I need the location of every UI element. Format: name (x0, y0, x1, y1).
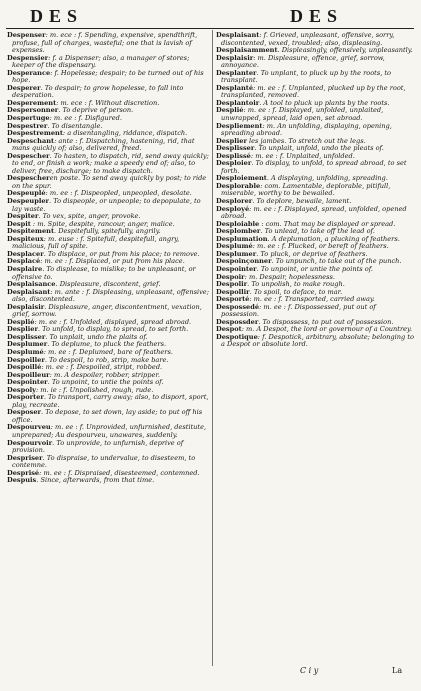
dictionary-entry (7, 409, 209, 424)
entry-headword: Desploier (216, 159, 252, 168)
entry-headword: Despoinçonner (216, 257, 272, 266)
entry-definition: . To disentangle. (47, 121, 103, 130)
dictionary-entry (7, 153, 209, 176)
entry-headword: Desplacé (7, 257, 41, 266)
entry-definition: . To displace, or put from his place; to remove. (43, 249, 200, 258)
entry-definition: : m. Displeasure, offence, grief, sorrow, annoyance. (221, 53, 385, 70)
entry-headword: Despitement (7, 227, 54, 236)
entry-headword: Desplumer (7, 340, 48, 349)
entry-definition: . To depose, to set down, lay aside; to put off his office. (12, 408, 203, 424)
entry-headword: Despertuge (7, 114, 50, 123)
entry-definition: . To deplume, to pluck the feathers. (47, 340, 167, 349)
entry-headword: Despollir (216, 287, 250, 296)
entry-headword: Desperance (7, 68, 51, 77)
entry-headword: Desplaisir (216, 53, 254, 62)
entry-headword: Desplorer (216, 197, 253, 206)
entry-headword: Despeuplé (7, 189, 46, 198)
running-head-right: DES (290, 6, 344, 26)
dictionary-entry (216, 85, 414, 100)
entry-definition: : a disentangling, riddance, dispatch. (62, 129, 188, 138)
entry-definition: : ante : f. Dispatching, hastening, rid, that mans quickly of; also, delivered, freed. (12, 136, 195, 153)
dictionary-entry (7, 289, 209, 304)
entry-definition: . To despoil, to rob, strip, make bare. (44, 355, 169, 364)
entry-definition: en poste. To send away quickly by post; to ride on the spur. (12, 174, 207, 190)
entry-headword: Despensier (7, 53, 49, 62)
entry-definition: : m. ee : f. Deplumed, bare of feathers. (43, 347, 173, 356)
dictionary-entry (7, 440, 209, 455)
entry-definition: : f. Despotick, arbitrary, absolute; belonging to a Despot or absolute lord. (221, 332, 414, 349)
dictionary-entry (7, 55, 209, 70)
entry-definition: . To deplore, bewaile, lament. (252, 197, 352, 206)
entry-definition: : m. ee : f. Dispeopled, unpeopled, desolate. (45, 189, 192, 198)
dictionary-entry (7, 32, 209, 55)
dictionary-entry (216, 304, 414, 319)
entry-headword: Despourveu (7, 423, 51, 432)
dictionary-entry (216, 123, 414, 138)
entry-definition: : com. That may be displayed or spread. (259, 219, 396, 228)
entry-headword: Desplier (7, 325, 38, 334)
entry-headword: Desplissé (216, 151, 251, 160)
entry-definition: : m. ee : f. Dispraised, disesteemed, contemned. (39, 468, 200, 477)
entry-headword: Despeschant (7, 136, 55, 145)
entry-headword: Desperement (7, 98, 57, 107)
entry-headword: Despiter (7, 212, 39, 221)
entry-headword: Despoir (216, 272, 245, 281)
entry-headword: Desprisé (7, 468, 40, 477)
dictionary-entry (7, 175, 209, 190)
entry-definition: . To dispossess, to put out of possession. (258, 317, 394, 326)
entry-headword: Desplanter (216, 68, 257, 77)
dictionary-entry (7, 138, 209, 153)
entry-headword: Desployé (216, 204, 250, 213)
entry-definition: . A deplumation, a plucking of feathers. (267, 234, 400, 243)
dictionary-entry (7, 455, 209, 470)
entry-definition: . To deprive of person. (58, 106, 134, 115)
entry-headword: Desplisser (7, 332, 46, 341)
entry-definition: : m. ee : f. Displayed, spread, unfolded, opened abroad. (221, 204, 407, 221)
entry-headword: Desporter (7, 393, 44, 402)
signature-mark: C i y (300, 666, 319, 675)
entry-definition: : m. ece : f. Without discretion. (56, 98, 160, 107)
entry-headword: Desplaire (7, 264, 43, 273)
entry-headword: Despot (216, 325, 242, 334)
dictionary-entry (7, 266, 209, 281)
entry-definition: : f. Hopelesse; despair; to be turned out of his hope. (12, 68, 204, 85)
page-footer (0, 666, 421, 680)
entry-headword: Desplumer (216, 249, 257, 258)
dictionary-entry (216, 206, 414, 221)
entry-definition: : f. Grieved, unpleasant, offensive, sorry, discontented, vexed, troubled; also, displeasing. (221, 32, 395, 47)
entry-headword: Desplumé (216, 242, 253, 251)
entry-definition: . To unplant, to pluck up by the roots, to transplant. (221, 68, 392, 85)
entry-headword: Despossder (216, 317, 259, 326)
entry-headword: Desplaisance (7, 280, 56, 289)
right-column (216, 32, 414, 664)
dictionary-entry (7, 424, 209, 439)
entry-headword: Despoiller (7, 355, 45, 364)
dictionary-entry (7, 394, 209, 409)
entry-definition: . To display, to unfold, to spread abroad, to set forth. (221, 159, 407, 175)
dictionary-entry (216, 32, 414, 47)
entry-definition: : m. ee : f. Despoiled, stript, robbed. (41, 363, 163, 372)
entry-headword: Desposer (7, 408, 42, 417)
entry-headword: Desplanté (216, 83, 254, 92)
entry-definition: . To unpunch, to take out of the punch. (271, 257, 402, 266)
entry-definition: : m. ee : f. Unprovided, unfurnished, destitute, unprepared; Au despourveu, unawares, suddenly. (12, 423, 207, 439)
entry-headword: Desplomber (216, 227, 261, 236)
entry-headword: Despescher (7, 151, 50, 160)
entry-headword: Desplaisir (7, 302, 45, 311)
entry-definition: . A tool to pluck up plants by the roots. (259, 98, 390, 107)
entry-definition: : m. ee : f. Displaced, or put from his place. (40, 257, 185, 266)
entry-definition: . To unplait, unfold, undo the pleats of. (254, 144, 384, 153)
entry-definition: . A displaying, unfolding, spreading. (266, 174, 388, 183)
entry-definition: . Displeasure, discontent, grief. (55, 280, 161, 289)
entry-headword: Despoillé (7, 363, 42, 372)
dictionary-entry (216, 160, 414, 175)
entry-headword: Desplié (7, 317, 35, 326)
entry-definition: : m. ee : f. Dispossessed, put out of possession. (221, 302, 376, 319)
entry-headword: Despersonner (7, 106, 59, 115)
dictionary-entry (216, 55, 414, 70)
entry-headword: Despenser (7, 32, 46, 39)
entry-definition: les jambes. To stretch out the legs. (246, 136, 366, 145)
entry-headword: Desplumé (7, 347, 44, 356)
entry-headword: Despriser (7, 453, 43, 462)
entry-definition: . Despitefully, spitefully, angrily. (54, 227, 161, 236)
entry-definition: . To unprovide, to unfurnish, deprive of provision. (12, 438, 184, 455)
dictionary-entry (7, 236, 209, 251)
entry-definition: : m. An unfolding, displaying, opening, spreading abroad. (221, 121, 392, 138)
entry-definition: . Displeasure, anger, discontentment, vexation, grief, sorrow. (12, 302, 202, 319)
running-head (0, 6, 421, 28)
entry-headword: Despuis (7, 476, 37, 485)
entry-headword: Despescher (7, 174, 50, 183)
entry-definition: : com. Lamentable, deplorable, pitifull, miserable, worthy to be bewailed. (221, 181, 391, 198)
entry-definition: : m. ee : f. Displayed, unfolded, unplaited, unwrapped, spread, laid open, set abroad. (221, 106, 384, 123)
entry-definition: : m. A despoiler, robber, stripper. (49, 370, 160, 379)
entry-definition: . To hasten, to dispatch, rid, send away quickly; to end, or finish a work; make a speedy end of; also, to deliver, free, discharge; to make dispatch. (12, 151, 209, 175)
catchword: La (392, 666, 403, 675)
entry-definition: : m. ie : f. Unpolished, rough, rude. (35, 385, 154, 394)
dictionary-entry (7, 85, 209, 100)
entry-headword: Desplisser (216, 144, 255, 153)
entry-headword: Despeupler (7, 197, 50, 206)
entry-definition: : m. ece : f. Spending, expensive, spendthrift, profuse, full of charges, wasteful; one that is lavish of expenses. (12, 32, 198, 55)
entry-headword: Desplaisamment (216, 46, 278, 55)
entry-definition: : m. ee : f. Disfigured. (49, 114, 122, 123)
entry-headword: Desplier (216, 136, 247, 145)
entry-headword: Desperer (7, 83, 41, 92)
entry-definition: . To spoil, to deface, to mar. (249, 287, 343, 296)
entry-definition: . To unpolish, to make rough. (247, 280, 345, 289)
entry-definition: . To dispeople, or unpeople; to depopulate, to lay waste. (12, 197, 201, 213)
entry-definition: . Since, afterwards, from that time. (36, 476, 155, 485)
dictionary-entry (216, 70, 414, 85)
entry-definition: : m. ante : f. Displeasing, unpleasant, offensive; also, discontented. (12, 287, 209, 304)
entry-definition: . To unplait, undo the plaits of. (45, 332, 148, 341)
entry-definition: . To pluck, or deprive of feathers. (256, 249, 368, 258)
entry-definition: : m. ee : f. Transported, carried away. (249, 295, 375, 304)
entry-definition: : m. A Despot, the lord or governour of a Countrey. (241, 325, 412, 334)
entry-headword: Despotique (216, 332, 258, 341)
entry-headword: Desplantoir (216, 98, 260, 107)
entry-headword: Desplié (216, 106, 244, 115)
entry-headword: Desplumation (216, 234, 268, 243)
entry-definition: : m. ee : f. Plucked, or bereft of feathers. (252, 242, 389, 251)
entry-definition: : m. ee : f. Unplaited, unfolded. (250, 151, 355, 160)
entry-definition: . To despair; to grow hopelesse, to fall into desperation. (12, 83, 184, 100)
entry-definition: . To unpoint, to untie the points of. (47, 378, 164, 387)
entry-definition: : m. ee : f. Unfolded, displayed, spread abroad. (34, 317, 192, 326)
dictionary-entry (7, 198, 209, 213)
entry-headword: Despointer (7, 378, 48, 387)
entry-definition: : m. Despair, hopelessness. (244, 272, 335, 281)
dictionary-entry (7, 477, 209, 485)
entry-definition: . To unpoint, or untie the points of. (256, 264, 373, 273)
entry-headword: Despliement (216, 121, 263, 130)
entry-definition: . To displease, to mislike; to be unpleasant, or offensive to. (12, 264, 196, 281)
entry-headword: Despestrer (7, 121, 48, 130)
entry-headword: Despestrement (7, 129, 63, 138)
entry-definition: : m. ee : f. Unplanted, plucked up by the root, transplanted, removed. (221, 83, 406, 100)
entry-headword: Despointer (216, 264, 257, 273)
entry-definition: : f. a Dispenser; also, a manager of stores; keeper of the dispensary. (12, 53, 190, 70)
entry-definition: : m. euse : f. Spitefull, despitefull, angry, malicious, full of spite. (12, 234, 180, 251)
dictionary-entry (216, 107, 414, 122)
entry-headword: Despossedé (216, 302, 260, 311)
dictionary-entry (216, 334, 414, 349)
entry-definition: . Displeasingly, offensively, unpleasantly. (277, 46, 413, 55)
left-column (7, 32, 209, 664)
entry-definition: . To vex, spite, anger, provoke. (38, 212, 141, 221)
dictionary-entry (7, 70, 209, 85)
entry-headword: Desplaisant (7, 287, 51, 296)
entry-headword: Despit (7, 219, 31, 228)
entry-headword: Despoilleur (7, 370, 50, 379)
dictionary-entry (216, 183, 414, 198)
entry-headword: Despoly (7, 385, 36, 394)
entry-headword: Desploiable (216, 219, 260, 228)
dictionary-entry (7, 304, 209, 319)
entry-headword: Desplacer (7, 249, 44, 258)
entry-definition: . To unfold, to display, to spread, to set forth. (37, 325, 189, 334)
header-rule (6, 28, 414, 29)
entry-headword: Desplorable (216, 181, 261, 190)
entry-definition: . To transport, carry away; also, to disport, sport, play, recreate. (12, 393, 209, 409)
column-divider (212, 30, 213, 666)
entry-definition: . To unlead, to take off the lead of. (260, 227, 375, 236)
entry-definition: : m. Spite, despite, rancour, anger, malice. (30, 219, 175, 228)
entry-headword: Despolir (216, 280, 248, 289)
entry-definition: . To dispraise, to undervalue, to disesteem, to contemne. (12, 453, 196, 470)
entry-headword: Desploiement (216, 174, 267, 183)
entry-headword: Desplaisant (216, 32, 260, 39)
running-head-left: DES (30, 6, 84, 26)
entry-headword: Despourvoir (7, 438, 53, 447)
entry-headword: Desporté (216, 295, 250, 304)
entry-headword: Despiteux (7, 234, 44, 243)
